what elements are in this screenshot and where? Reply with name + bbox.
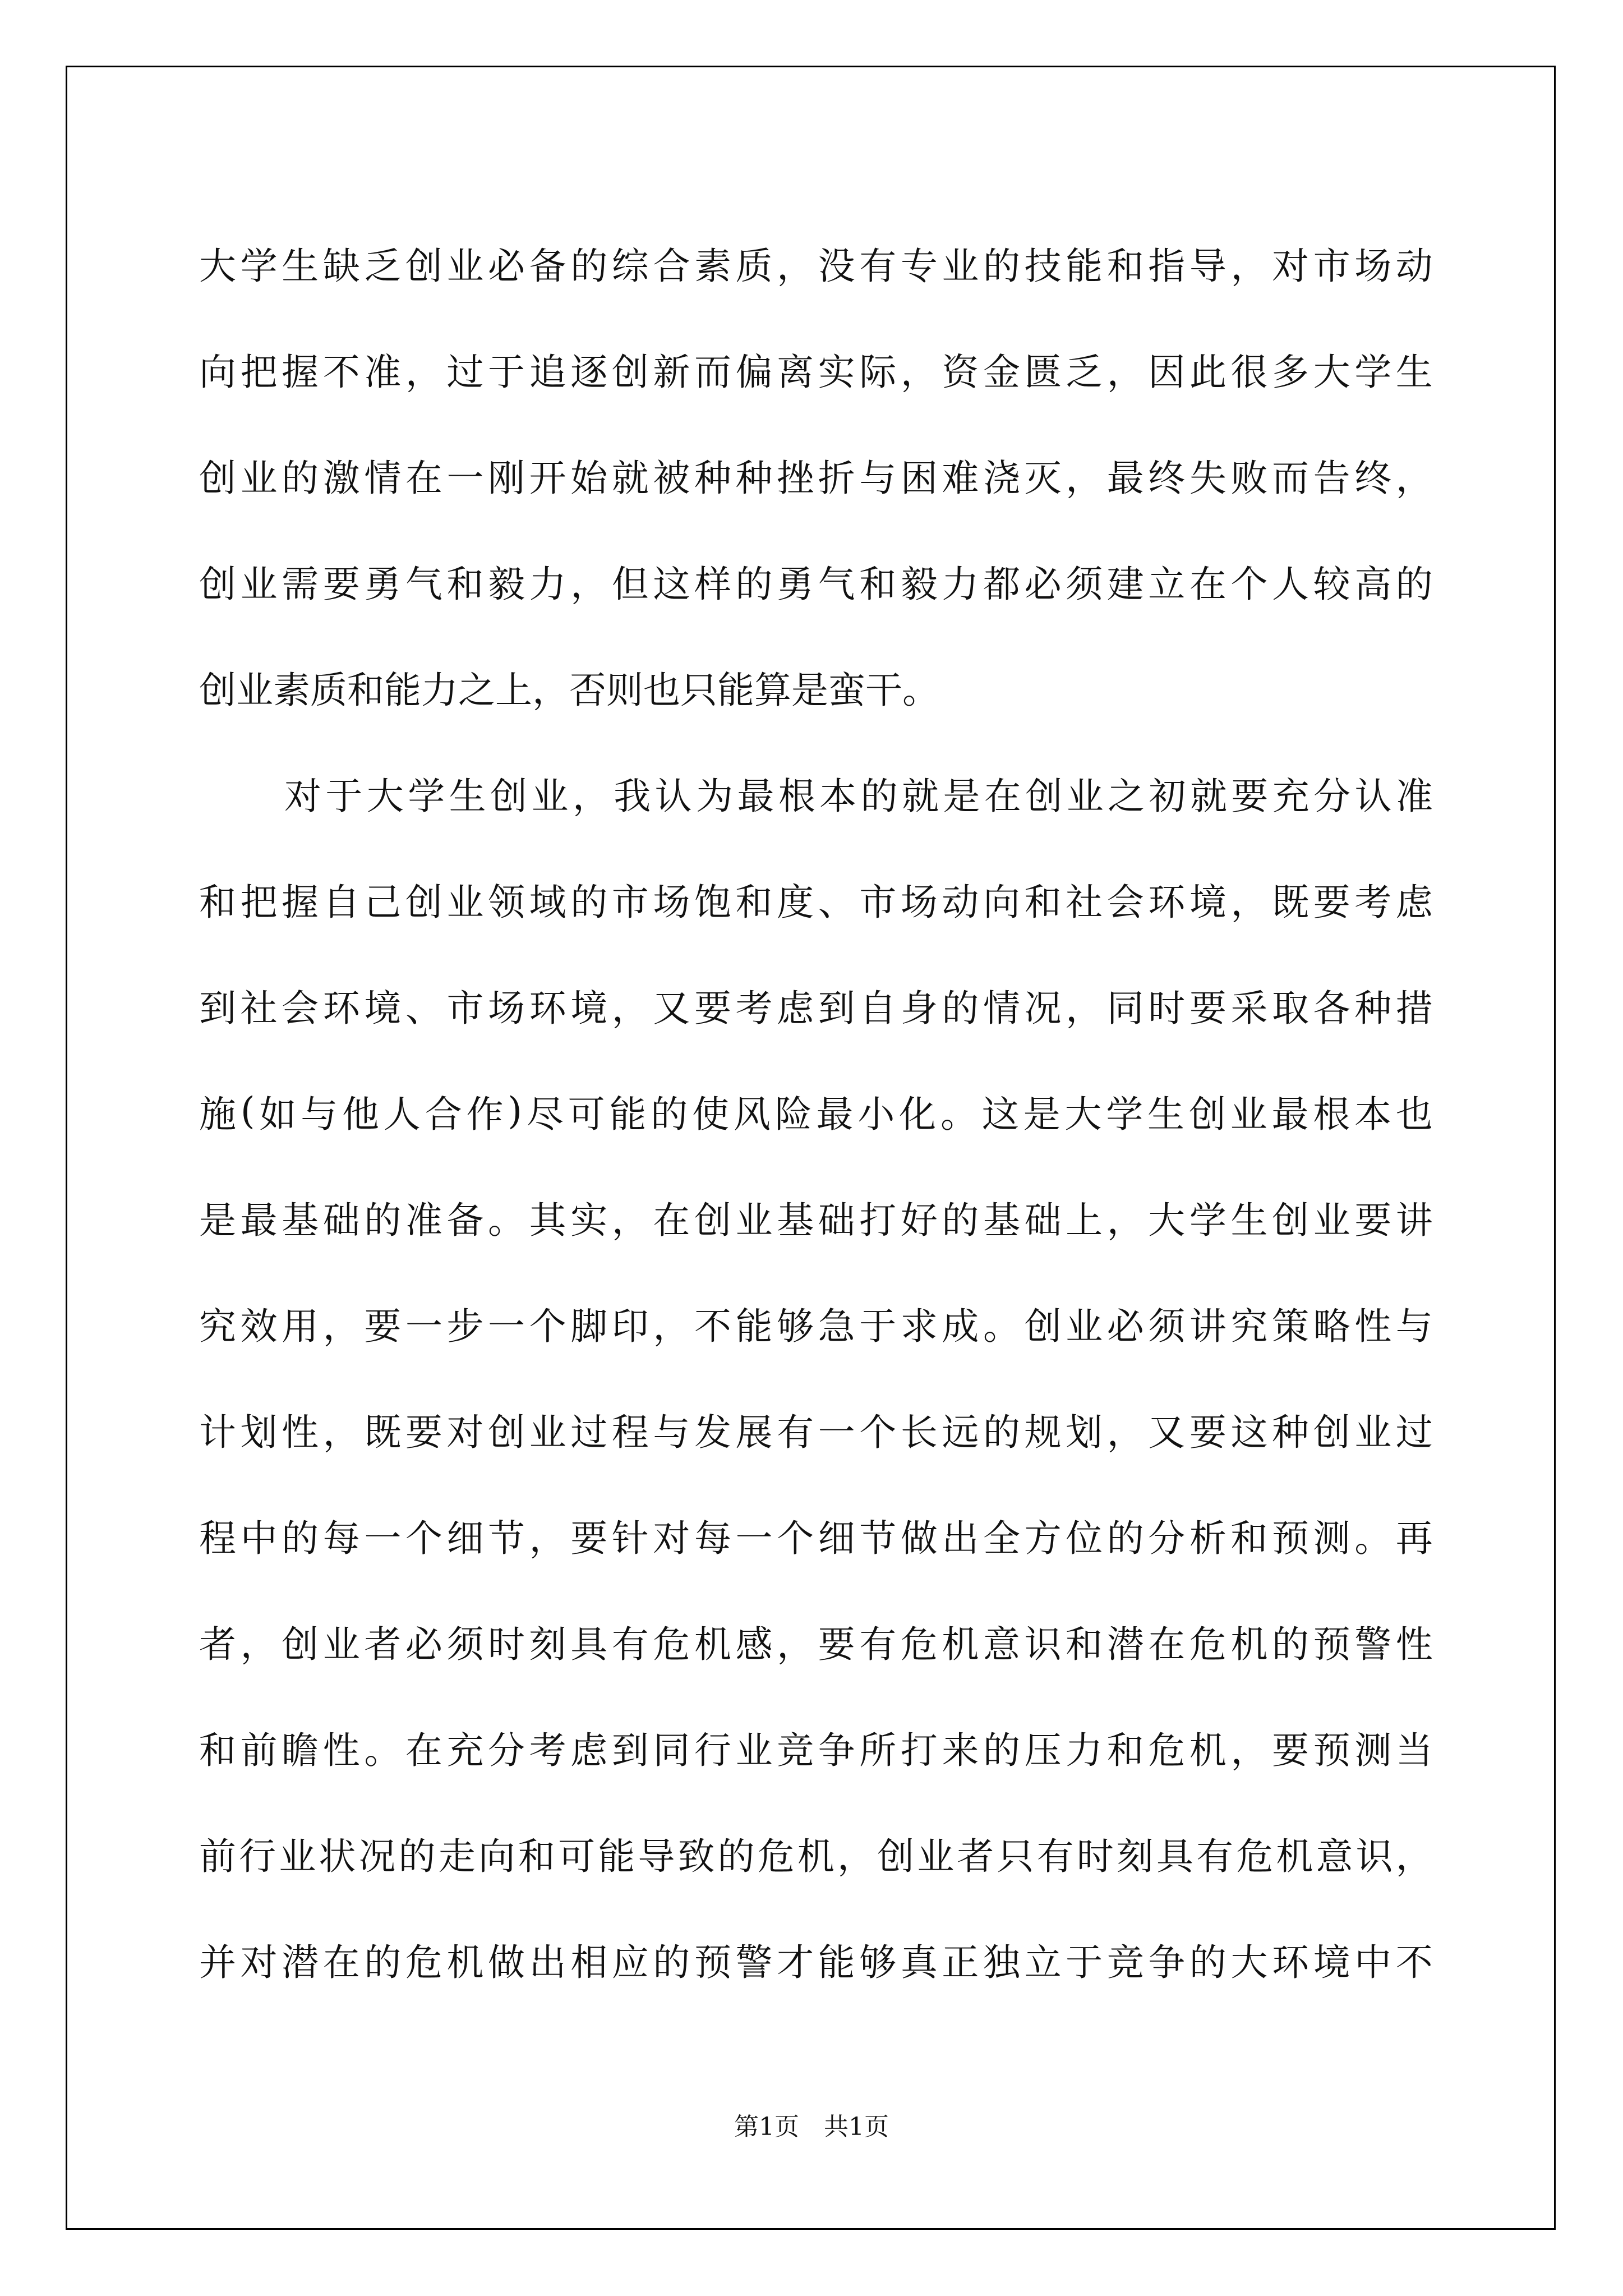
document-body xyxy=(199,210,1433,2012)
text-line: 是 最 基 础 的 准 备 。 其 实 ， 在 创 业 基 础 打 好 的 基 础 上 ， 大 学 生 创 业 要 讲 xyxy=(199,1199,1433,1242)
text-line: 并 对 潜 在 的 危 机 做 出 相 应 的 预 警 才 能 够 真 正 独 立 于 竞 争 的 大 环 境 中 不 xyxy=(199,1941,1433,1984)
text-line: 向 把 握 不 准 ， 过 于 追 逐 创 新 而 偏 离 实 际 ， 资 金 匮 乏 ， 因 此 很 多 大 学 生 xyxy=(199,351,1433,394)
page-number-footer: 第1页 共1页 xyxy=(734,2113,889,2141)
text-line: 和 前 瞻 性 。 在 充 分 考 虑 到 同 行 业 竞 争 所 打 来 的 压 力 和 危 机 ， 要 预 测 当 xyxy=(199,1729,1433,1772)
text-line: 创业素质和能力之上，否则也只能算是蛮干。 xyxy=(199,669,939,712)
text-line: 和 把 握 自 己 创 业 领 域 的 市 场 饱 和 度 、 市 场 动 向 和 社 会 环 境 ， 既 要 考 虑 xyxy=(199,881,1433,924)
text-line: 者 ， 创 业 者 必 须 时 刻 具 有 危 机 感 ， 要 有 危 机 意 识 和 潜 在 危 机 的 预 警 性 xyxy=(199,1623,1433,1666)
text-line: 大 学 生 缺 乏 创 业 必 备 的 综 合 素 质 ， 没 有 专 业 的 技 能 和 指 导 ， 对 市 场 动 xyxy=(199,245,1433,288)
text-line: 创 业 需 要 勇 气 和 毅 力 ， 但 这 样 的 勇 气 和 毅 力 都 必 须 建 立 在 个 人 较 高 的 xyxy=(199,563,1433,606)
text-line: 究 效 用 ， 要 一 步 一 个 脚 印 ， 不 能 够 急 于 求 成 。 创 业 必 须 讲 究 策 略 性 与 xyxy=(199,1305,1433,1348)
text-line: 程 中 的 每 一 个 细 节 ， 要 针 对 每 一 个 细 节 做 出 全 方 位 的 分 析 和 预 测 。 再 xyxy=(199,1517,1433,1560)
text-line: 施 ( 如 与 他 人 合 作 ) 尽 可 能 的 使 风 险 最 小 化 。 这 是 大 学 生 创 业 最 根 本 也 xyxy=(199,1089,1433,1136)
text-line: 计 划 性 ， 既 要 对 创 业 过 程 与 发 展 有 一 个 长 远 的 规 划 ， 又 要 这 种 创 业 过 xyxy=(199,1411,1433,1454)
text-line: 前 行 业 状 况 的 走 向 和 可 能 导 致 的 危 机 ， 创 业 者 只 有 时 刻 具 有 危 机 意 识 ， xyxy=(199,1835,1433,1878)
text-line: 到 社 会 环 境 、 市 场 环 境 ， 又 要 考 虑 到 自 身 的 情 况 ， 同 时 要 采 取 各 种 措 xyxy=(199,987,1433,1030)
text-line: 创 业 的 激 情 在 一 刚 开 始 就 被 种 种 挫 折 与 困 难 浇 灭 ， 最 终 失 败 而 告 终 ， xyxy=(199,457,1433,500)
text-line-indented: 对 于 大 学 生 创 业 ， 我 认 为 最 根 本 的 就 是 在 创 业 之 初 就 要 充 分 认 准 xyxy=(284,775,1433,818)
